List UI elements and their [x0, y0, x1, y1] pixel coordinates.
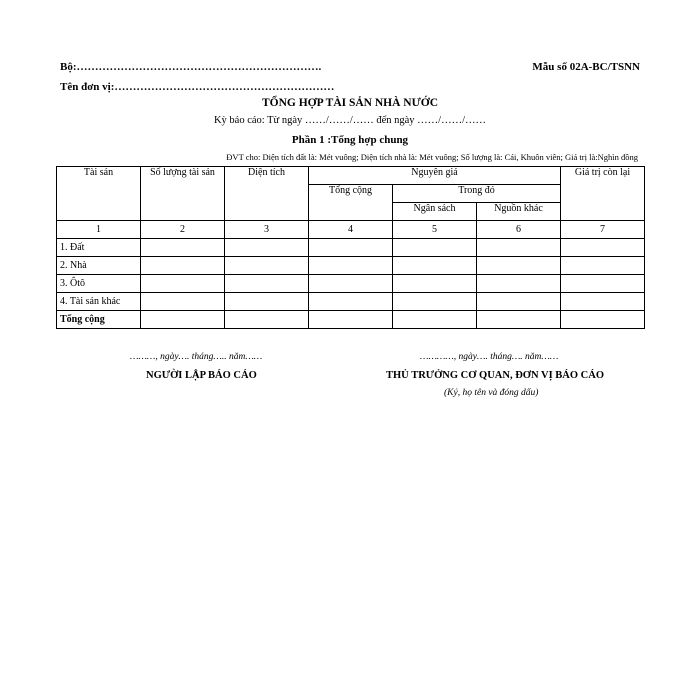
table-cell: [225, 239, 309, 257]
report-title: TỔNG HỢP TÀI SẢN NHÀ NƯỚC: [261, 97, 439, 109]
asset-summary-table: [56, 166, 645, 329]
column-number: 7: [561, 221, 645, 239]
table-cell: [561, 257, 645, 275]
table-cell: [141, 275, 225, 293]
table-cell: [393, 275, 477, 293]
header-of-which: Trong đó: [393, 185, 561, 203]
table-cell: [477, 257, 561, 275]
header-total: Tổng cộng: [309, 185, 393, 221]
table-cell: [393, 239, 477, 257]
table-cell: [309, 275, 393, 293]
table-cell: [561, 275, 645, 293]
column-number: 3: [225, 221, 309, 239]
header-other-source: Nguồn khác: [477, 203, 561, 221]
header-original-value: Nguyên giá: [309, 167, 561, 185]
table-cell: [393, 257, 477, 275]
table-cell: [309, 257, 393, 275]
table-cell: [561, 239, 645, 257]
unit-name-line: Tên đơn vị:……………………………………………………: [60, 81, 335, 93]
table-cell: [309, 311, 393, 329]
left-date-line: ………, ngày…. tháng….. năm……: [130, 352, 263, 362]
row-label: 4. Tài sản khác: [57, 293, 141, 311]
column-number: 2: [141, 221, 225, 239]
header-quantity: Số lượng tài sản: [141, 167, 225, 221]
row-label: 1. Đất: [57, 239, 141, 257]
column-number: 5: [393, 221, 477, 239]
table-cell: [225, 293, 309, 311]
table-cell: [225, 275, 309, 293]
table-cell: [225, 311, 309, 329]
table-cell: [141, 239, 225, 257]
table-cell: [477, 239, 561, 257]
table-cell: [477, 293, 561, 311]
table-row: [57, 239, 645, 257]
column-number: 4: [309, 221, 393, 239]
head-of-agency-title: THỦ TRƯỞNG CƠ QUAN, ĐƠN VỊ BÁO CÁO: [386, 370, 604, 381]
table-cell: [477, 275, 561, 293]
table-cell: [225, 257, 309, 275]
column-number: 6: [477, 221, 561, 239]
preparer-title: NGƯỜI LẬP BÁO CÁO: [146, 370, 257, 381]
part-title: Phần 1 :Tổng hợp chung: [291, 134, 409, 146]
form-number: Mẫu số 02A-BC/TSNN: [532, 61, 640, 73]
table-cell: [561, 311, 645, 329]
header-budget: Ngân sách: [393, 203, 477, 221]
report-period: Kỳ báo cáo: Từ ngày ……/……/…… đến ngày ……/……/……: [213, 115, 487, 126]
row-label: Tổng cộng: [57, 311, 141, 329]
table-row: [57, 311, 645, 329]
table-cell: [141, 311, 225, 329]
table-cell: [393, 293, 477, 311]
table-cell: [309, 239, 393, 257]
ministry-line: Bộ:………………………………………………………….: [60, 61, 322, 73]
table-row: [57, 275, 645, 293]
table-cell: [309, 293, 393, 311]
signature-note: (Ký, họ tên và đóng dấu): [444, 388, 539, 398]
table-cell: [141, 293, 225, 311]
row-label: 2. Nhà: [57, 257, 141, 275]
table-cell: [141, 257, 225, 275]
table-cell: [477, 311, 561, 329]
header-residual-value: Giá trị còn lại: [561, 167, 645, 221]
unit-note: ĐVT cho: Diện tích đất là: Mét vuông; Diện tích nhà là: Mét vuông; Số lượng là: Cái, Khuôn viên; Giá trị là:Nghìn đồng: [226, 152, 638, 162]
right-date-line: …………, ngày…. tháng…. năm……: [420, 352, 559, 362]
row-label: 3. Ôtô: [57, 275, 141, 293]
table-cell: [393, 311, 477, 329]
column-number: 1: [57, 221, 141, 239]
table-row: [57, 293, 645, 311]
header-area: Diện tích: [225, 167, 309, 221]
table-cell: [561, 293, 645, 311]
header-asset: Tài sản: [57, 167, 141, 221]
table-row: [57, 257, 645, 275]
